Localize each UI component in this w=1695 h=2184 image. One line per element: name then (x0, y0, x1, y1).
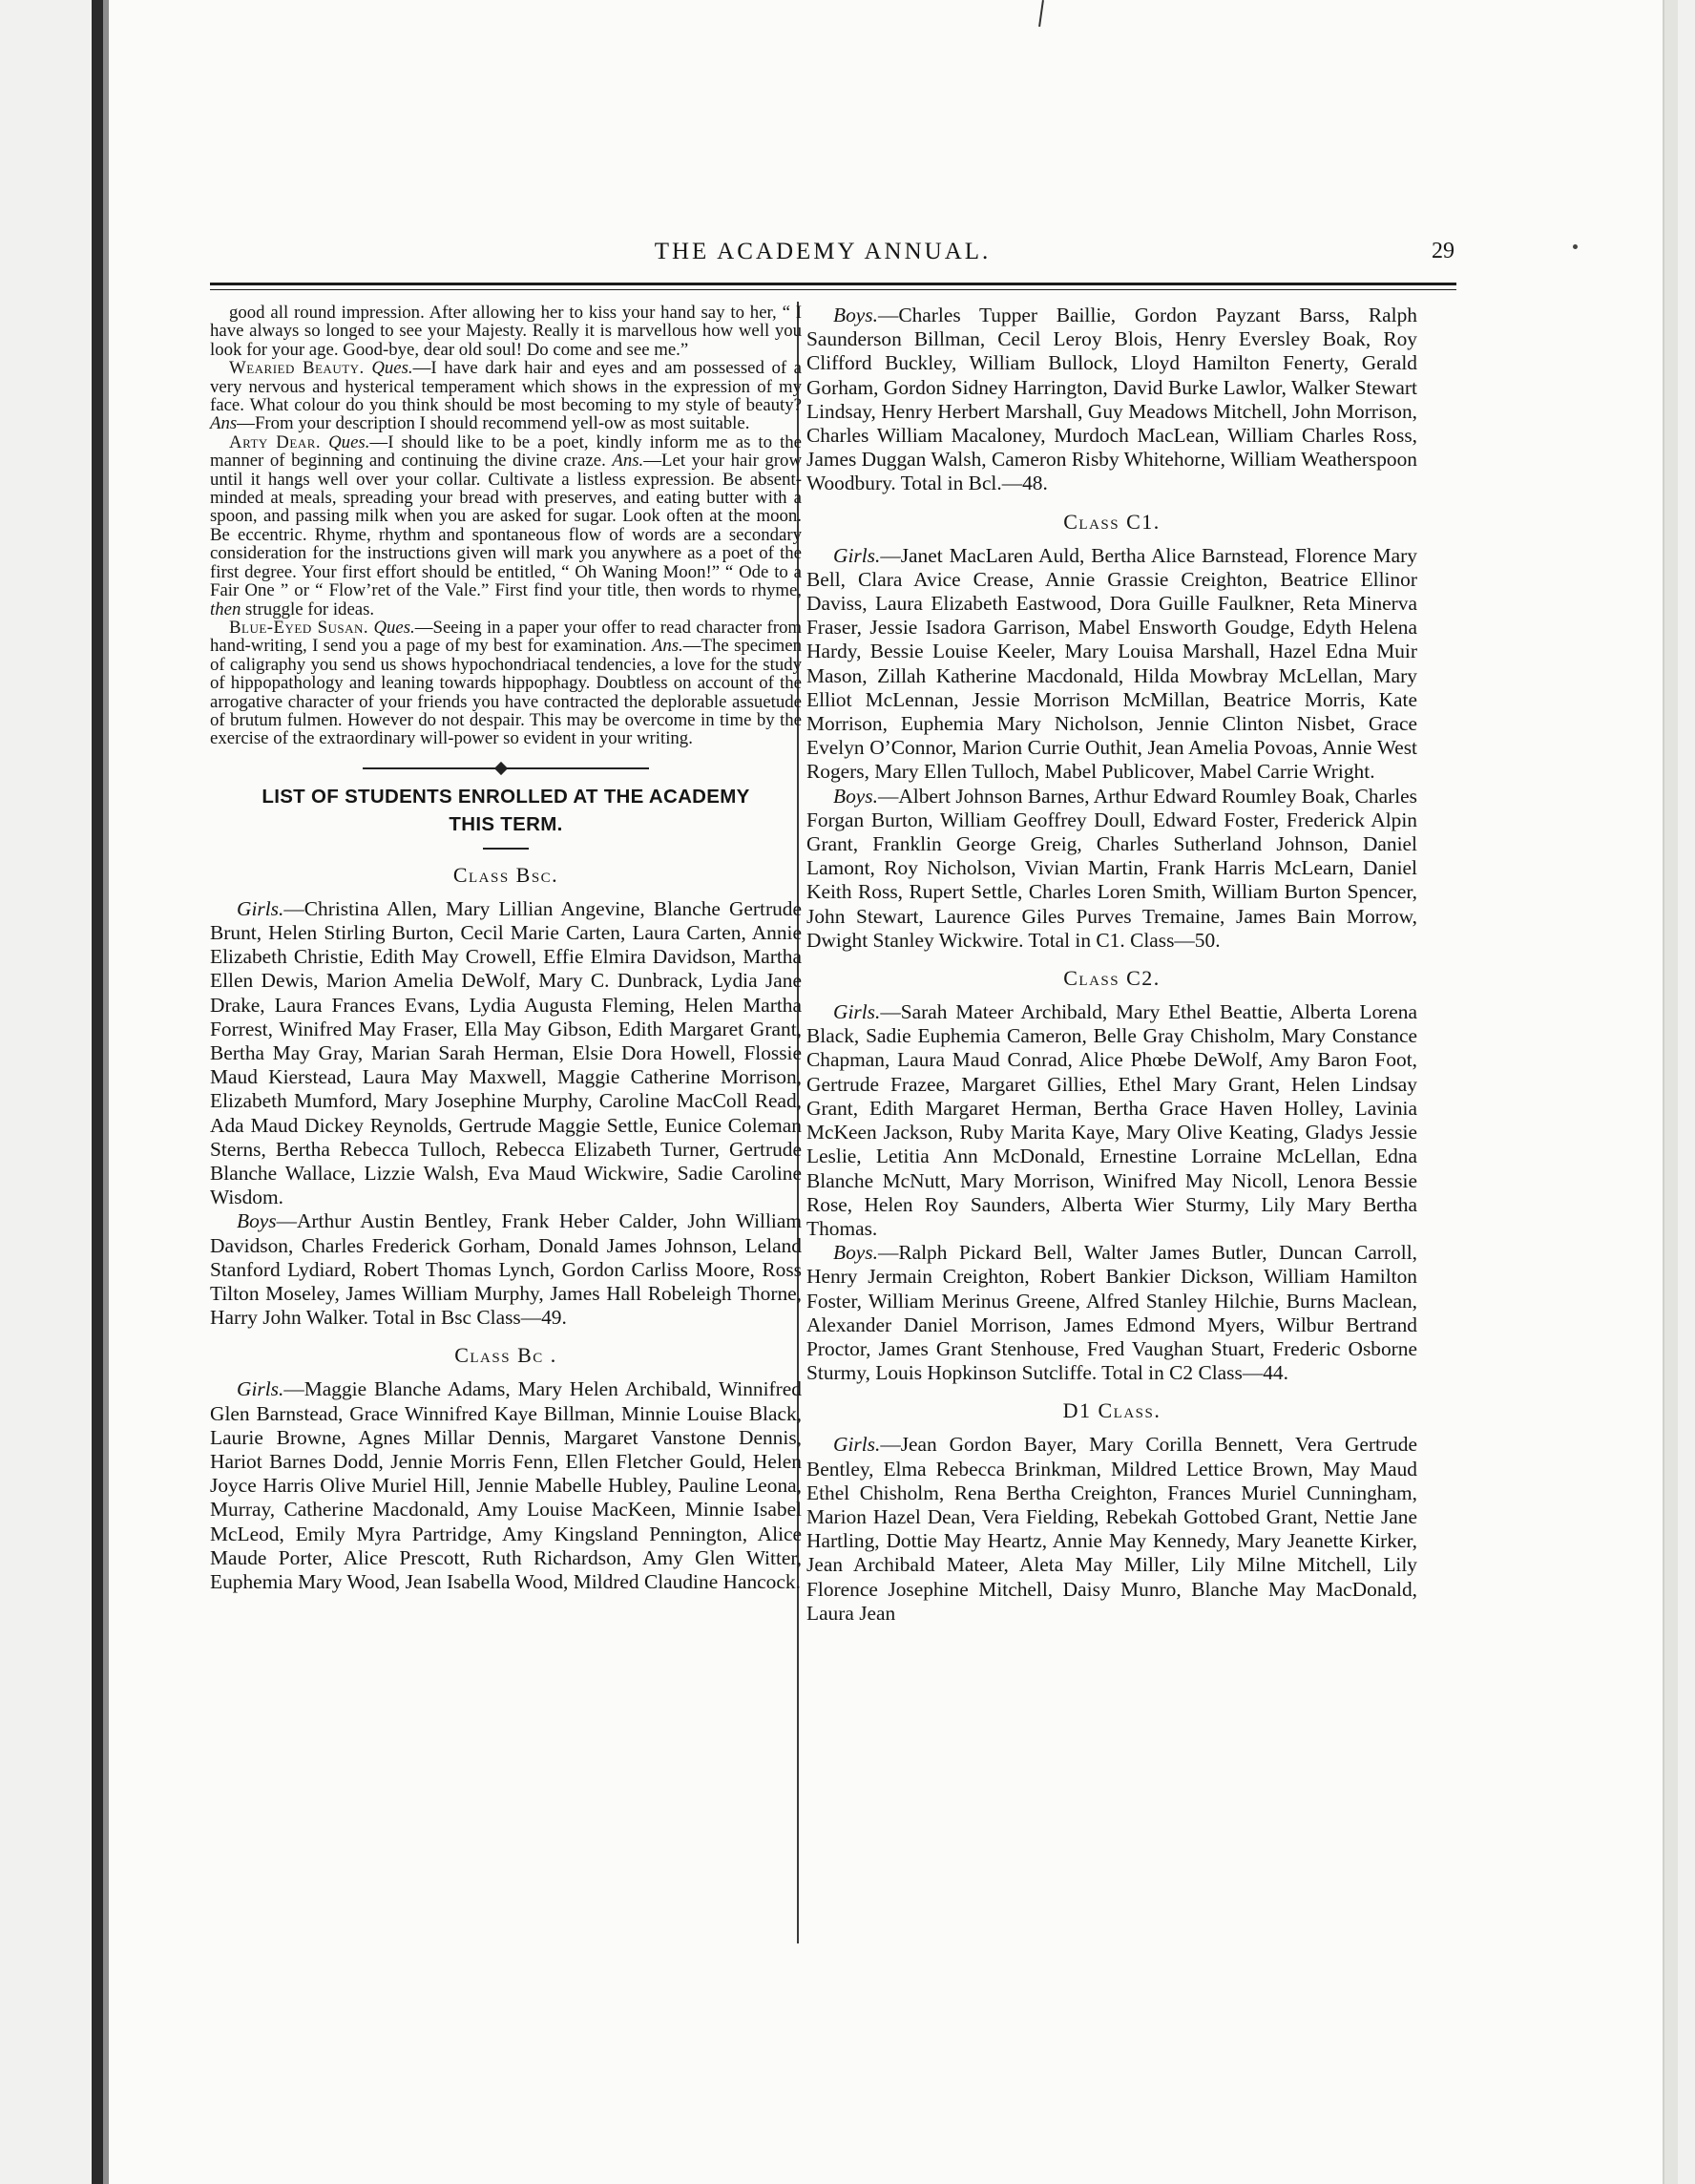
class-bsc-section (210, 863, 802, 1594)
question-wearied-beauty (210, 359, 802, 433)
names-list: —Maggie Blanche Adams, Mary Helen Archibald, Winnifred Glen Barnstead, Grace Winnifred Kaye Billman, Minnie Louise Black, Laurie Browne, Agnes Millar Dennis, Margaret Vanstone Dennis, Hariot Barnes Dodd, Jennie Morris Fenn, Ellen Fletcher Gould, Helen Joyce Harris Olive Muriel Hill, Jennie Mabelle Hubley, Pauline Leona, Murray, Catherine Macdonald, Amy Louise MacKeen, Minnie Isabel McLeod, Emily Myra Partridge, Amy Kingsland Pennington, Alice Maude Porter, Alice Prescott, Ruth Richardson, Amy Glen Witter, Euphemia Mary Wood, Jean Isabella Wood, Mildred Claudine Hancock. (210, 1377, 802, 1594)
intro-paragraph (210, 304, 802, 359)
names-list: —Jean Gordon Bayer, Mary Corilla Bennett, Vera Gertrude Bentley, Elma Rebecca Brinkman, Mildred Lettice Brown, May Maud Ethel Chisholm, Rena Bertha Creighton, Frances Muriel Cunningham, Marion Hazel Dean, Vera Fielding, Rebekah Gottobed Grant, Nettie Jane Hartling, Dottie May Heartz, Annie May Kennedy, Mary Jeanette Kirker, Jean Archibald Mateer, Aleta May Miller, Lily Milne Mitchell, Lily Florence Josephine Mitchell, Daisy Munro, Blanche May MacDonald, Laura Jean (806, 1433, 1417, 1625)
girls-label: Girls. (833, 1433, 881, 1457)
right-column (806, 304, 1417, 1626)
names-list: —Sarah Mateer Archibald, Mary Ethel Beattie, Alberta Lorena Black, Sadie Euphemia Cameron, Belle Gray Chisholm, Mary Constance Chapman, Laura Maud Conrad, Alice Phœbe DeWolf, Amy Baron Foot, Gertrude Frazee, Margaret Gillies, Ethel Mary Grant, Helen Lindsay Grant, Edith Margaret Herman, Bertha Grace Haven Holley, Lavinia McKeen Jackson, Ruby Marita Kaye, Mary Olive Keating, Gladys Jessie Leslie, Letitia Ann McDonald, Ernestine Lorraine McLellan, Edna Blanche McNutt, Mary Morrison, Winifred May Nicoll, Lenora Bessie Rose, Helen Roy Saunders, Alberta Wier Sturmy, Lily Mary Bertha Thomas. (806, 1000, 1417, 1240)
intro-text: good all round impression. After allowing her to kiss your hand say to her, “ I have always so longed to see your Majesty. Really it is marvellous how well you look for your age. Good-bye, dear old soul! Do come and see me.” (210, 303, 802, 360)
boys-label: Boys. (833, 784, 878, 808)
names-list: —Charles Tupper Baillie, Gordon Payzant Barss, Ralph Saunderson Billman, Cecil Leroy Blois, Henry Eversley Boak, Roy Clifford Buckley, William Bullock, Lloyd Hamilton Fenerty, Gerald Gorham, Gordon Sidney Harrington, David Burke Lawlor, Walker Stewart Lindsay, Henry Herbert Marshall, Guy Meadows Mitchell, John Morrison, Charles William Macaloney, Murdoch MacLean, William Charles Ross, James Duggan Walsh, Cameron Risby Whitehorne, William Weatherspoon Woodbury. Total in Bcl.—48. (806, 304, 1417, 495)
ornamental-divider (363, 764, 649, 773)
page-binding-shadow (103, 0, 109, 2184)
ans-label: Ans. (651, 636, 683, 657)
class-heading: Class Bc . (454, 1343, 557, 1368)
header-rule-thick (210, 283, 1456, 285)
then-emphasis: then (210, 598, 241, 620)
answer-text: —The specimen of caligraphy you send us shows hypochondriacal tendencies, a love for the study of hippopathology and leaning towards hippophagy. Doubtless on account of the arrogative character of your friends you have contracted the deplorable assuetude of brutum fulmen. However do not despair. This may be overcome in time by the exercise of the extraordinary will-power so evident in your writing. (210, 636, 803, 749)
answer-text-end: struggle for ideas. (245, 598, 375, 620)
names-list: —Albert Johnson Barnes, Arthur Edward Roumley Boak, Charles Forgan Burton, William Geoffrey Doull, Edward Foster, Frederick Alpin Grant, Franklin George Greig, Charles Sutherland Johnson, Daniel Lamont, Roy Nicholson, Vivian Martin, Frank Harris McLearn, Daniel Keith Ross, Rupert Settle, Charles Loren Smith, William Burton Spencer, John Stewart, Laurence Giles Purves Tremaine, James Bain Morrow, Dwight Stanley Wickwire. Total in C1. Class—50. (806, 784, 1417, 952)
header-rule-thin (210, 289, 1456, 290)
c2-boys (806, 1241, 1417, 1385)
c2-girls (806, 1000, 1417, 1241)
question-text: —Seeing in a paper your offer to read character from hand-writing, I send you a page of my best for examination. (210, 617, 802, 657)
question-text: —I have dark hair and eyes and am possessed of a very nervous and hysterical temperament which shows in the expression of my face. What colour do you think should be most becoming to my style of beauty? (210, 358, 802, 416)
page-binding-edge (92, 0, 103, 2184)
correspondent-name: Wearied Beauty. (229, 358, 365, 379)
class-heading: Class C1. (1063, 509, 1161, 534)
class-heading: Class Bsc. (452, 862, 559, 887)
girls-label: Girls. (833, 1000, 881, 1024)
names-list: —Arthur Austin Bentley, Frank Heber Calder, John William Davidson, Charles Frederick Gorham, Donald James Johnson, Leland Stanford Lydiard, Robert Thomas Lynch, Gordon Carliss Moore, Ross Tilton Moseley, James William Murphy, James Hall Robeleigh Thorne, Harry John Walker. Total in Bsc Class—49. (210, 1209, 802, 1330)
girls-label: Girls. (237, 896, 284, 920)
girls-label: Girls. (237, 1377, 284, 1401)
left-column (210, 304, 802, 1594)
class-heading: D1 Class. (1062, 1398, 1161, 1423)
list-title-line-1: LIST OF STUDENTS ENROLLED AT THE ACADEMY (262, 785, 750, 808)
answer-text: —From your description I should recommend yell-ow as most suitable. (237, 413, 750, 434)
bc-boys (806, 304, 1417, 496)
list-title-line-2: THIS TERM. (449, 812, 563, 835)
names-list: —Christina Allen, Mary Lillian Angevine, Blanche Gertrude Brunt, Helen Stirling Burton, Cecil Marie Carten, Laura Carten, Annie Elizabeth Christie, Edith May Crowell, Effie Elmira Davidson, Martha Ellen Dewis, Marion Amelia DeWolf, Mary C. Dunbrack, Lydia Jane Drake, Laura Frances Evans, Lydia Augusta Fleming, Helen Martha Forrest, Winifred May Fraser, Ella May Gibson, Edith Margaret Grant, Bertha May Gray, Marian Sarah Herman, Elsie Dora Howell, Flossie Maud Kierstead, Laura May Maxwell, Maggie Catherine Morrison, Elizabeth Mumford, Mary Josephine Murphy, Caroline MacColl Read, Ada Maud Dickey Reynolds, Gertrude Maggie Settle, Eunice Coleman Sterns, Bertha Rebecca Tulloch, Rebecca Elizabeth Turner, Gertrude Blanche Wallace, Lizzie Walsh, Eva Maud Wickwire, Sadie Caroline Wisdom. (210, 896, 802, 1209)
class-heading: Class C2. (1063, 966, 1161, 991)
page-right-edge (1663, 0, 1678, 2184)
correspondent-name: Blue-Eyed Susan. (229, 617, 369, 638)
question-arty-dear (210, 433, 802, 619)
stray-dot (1573, 244, 1578, 249)
question-text: —I should like to be a poet, kindly inform me as to the manner of beginning and continuing the divine craze. (210, 431, 802, 472)
boys-label: Boys. (833, 304, 878, 326)
boys-label: Boys. (833, 1241, 878, 1265)
d1-girls (806, 1433, 1417, 1626)
ques-label: Ques. (328, 431, 370, 452)
ornament-diamond (494, 762, 508, 775)
bsc-girls (210, 897, 802, 1210)
page-number: 29 (1432, 239, 1454, 263)
running-head: THE ACADEMY ANNUAL. (654, 239, 992, 264)
c1-girls (806, 544, 1417, 785)
names-list: —Ralph Pickard Bell, Walter James Butler, Duncan Carroll, Henry Jermain Creighton, Robert Bankier Dickson, William Hamilton Foster, William Merinus Greene, Alfred Stanley Hilchie, Burns Maclean, Alexander Daniel Morrison, James Edmond Myers, Wilbur Bertrand Proctor, James Grant Stenhouse, Fred Vaughan Stuart, Frederic Osborne Sturmy, Louis Hopkinson Sutcliffe. Total in C2 Class—44. (806, 1241, 1417, 1385)
bsc-boys (210, 1209, 802, 1330)
bc-girls (210, 1377, 802, 1594)
ans-label: Ans. (612, 451, 644, 472)
ques-label: Ques. (371, 358, 413, 379)
c1-boys (806, 785, 1417, 953)
names-list: —Janet MacLaren Auld, Bertha Alice Barnstead, Florence Mary Bell, Clara Avice Crease, Annie Grassie Creighton, Beatrice Ellinor Daviss, Laura Elizabeth Eastwood, Dora Guille Faulkner, Reta Minerva Fraser, Jessie Isadora Garrison, Mabel Ensworth Goudge, Edyth Helena Hardy, Bessie Louise Keeler, Mary Louisa Marshall, Hazel Edna Muir Mason, Zillah Katherine Macdonald, Hilda Mowbray McLellan, Mary Elliot McLennan, Jessie Morrison McMillan, Beatrice Morris, Kate Morrison, Euphemia Mary Nicholson, Jennie Clinton Nisbet, Grace Evelyn O’Connor, Marion Currie Outhit, Jean Amelia Povoas, Annie West Rogers, Mary Ellen Tulloch, Mabel Publicover, Mabel Carrie Wright. (806, 543, 1417, 784)
answer-text: —Let your hair grow until it hangs well over your collar. Cultivate a listless expression. Be absent-minded at meals, spreading your bread with preserves, and eating butter with a spoon, and passing milk when you are asked for sugar. Look often at the moon. Be eccentric. Rhyme, rhythm and spontaneous flow of words are a secondary consideration for the instructions given will mark you anywhere as a poet of the first degree. Your first effort should be entitled, “ Oh Waning Moon!” “ Ode to a Fair One ” or “ Flow’ret of the Vale.” First find your title, then words to rhyme, (210, 451, 803, 601)
title-rule (483, 848, 529, 850)
boys-label: Boys (237, 1209, 277, 1233)
question-blue-eyed-susan (210, 619, 802, 748)
ques-label: Ques. (373, 617, 415, 638)
correspondent-name: Arty Dear. (229, 431, 322, 452)
ans-label: Ans (210, 413, 238, 434)
girls-label: Girls. (833, 543, 881, 567)
